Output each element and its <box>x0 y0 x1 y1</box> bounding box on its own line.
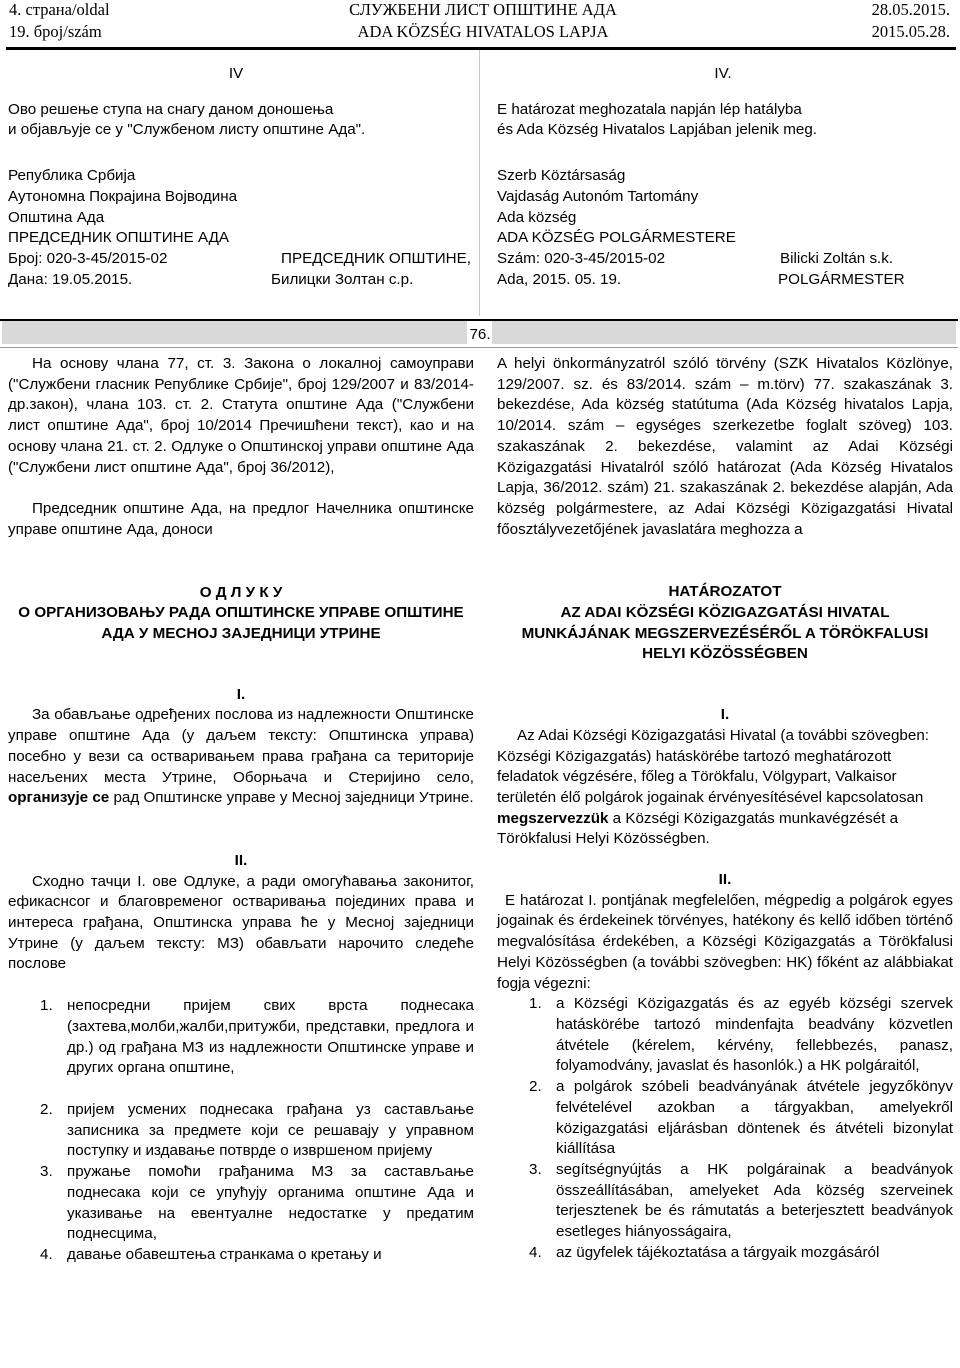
text-line: и објављује се у "Службеном листу општине Ада". <box>8 121 366 139</box>
signature-block <box>497 166 955 249</box>
document-number: Број: 020-3-45/2015-02 <box>8 249 168 267</box>
band-shade-right <box>492 321 956 344</box>
gazette-title-sr: СЛУЖБЕНИ ЛИСТ ОПШТИНЕ АДА <box>349 0 617 19</box>
sig-line: Општина Ада <box>8 208 105 226</box>
signer-title: POLGÁRMESTER <box>778 270 905 288</box>
section-heading: IV. <box>714 65 732 82</box>
sig-line: Szerb Köztársaság <box>497 167 626 185</box>
prev-decision-hu <box>497 64 955 291</box>
list-item: 4. давање обавештења странкама о кретању и <box>40 1245 382 1263</box>
signer-name: Bilicki Zoltán s.k. <box>780 249 894 267</box>
intro-paragraph: Председник општине Ада, на предлог Начелника општинске управе општине Ада, доноси <box>8 500 474 538</box>
document-number: Szám: 020-3-45/2015-02 <box>497 249 666 267</box>
document-date: Ada, 2015. 05. 19. <box>497 270 622 288</box>
list-item: 3. segítségnyújtás a HK polgárainak a beadványok összeállításában, amelyeket Ada község szerveinek terjesztenek be és rámutatás a beterjesztett beadványok esetleges hiányosságaira, <box>529 1160 953 1241</box>
column-separator <box>479 50 480 316</box>
text-line: E határozat meghozatala napján lép hatályba <box>497 100 802 118</box>
preamble: A helyi önkormányzatról szóló törvény (SZK Hivatalos Közlönye, 129/2007. sz. és 83/2014. szám – m.törv) 77. szakaszának 3. bekezdése, Ada község statútuma (Ada Község hivatalos Lapja, 10/2014. szám – egységes szerkezetbe foglalt szöveg) 103. szakaszának 2. bekezdése, valamint az Adai Községi Közigazgatási Hivatalról szóló határozat (Ada Község Hivatalos Lapja, 36/2012. szám) 21. szakaszának 2. bekezdése alapján, Ada község polgármestere, az Adai Községi Közigazgatási Hivatal főosztályvezetőjének javaslatára meghozza a <box>497 355 953 538</box>
section-1-emphasis: организује се <box>8 789 110 807</box>
duties-list <box>8 996 474 1265</box>
decision-title: О ОРГАНИЗОВАЊУ РАДА ОПШТИНСКЕ УПРАВЕ ОПШТИНЕ АДА У МЕСНОЈ ЗАЈЕДНИЦИ УТРИНЕ <box>18 604 464 643</box>
decision-hu <box>497 354 953 1263</box>
signer-name: Билицки Золтан с.р. <box>271 270 414 288</box>
decision-sr <box>8 354 474 1266</box>
list-item: 2. a polgárok szóbeli beadványának átvétele jegyzőkönyv felvételével azokban a tárgyakban, amelyekről közigazgatási eljárásban döntenek és átvételi bizonylat kiállítása <box>529 1078 953 1158</box>
list-item: 1. a Községi Közigazgatás és az egyéb községi szervek hatáskörébe tartozó mindenfajta beadvány közvetlen átvétele (kérelem, kérvény, fellebbezés, panasz, folyamodvány, javaslat és hasonlók.) a HK polgáraitól, <box>529 995 953 1075</box>
sig-line: Ada község <box>497 208 577 226</box>
page-number: 76. <box>469 326 491 343</box>
prev-decision-sr <box>8 64 474 291</box>
list-item: 2. пријем усмених поднесака грађана уз састављање записника за предмете који се решавају у управном поступку и издавање потврде о извршеном пријему <box>40 1100 474 1160</box>
duties-list <box>497 994 953 1263</box>
section-1-emphasis: megszervezzük <box>497 809 609 827</box>
text-line: és Ada Község Hivatalos Lapjában jelenik meg. <box>497 121 817 139</box>
sig-line: Република Србија <box>8 167 136 185</box>
section-1-text-b: рад Општинске управе у Месној заједници Утрине. <box>113 789 474 807</box>
sig-line: Vajdaság Autonóm Tartomány <box>497 187 699 205</box>
header-rule <box>6 47 956 50</box>
gazette-title-hu: ADA KÖZSÉG HIVATALOS LAPJA <box>357 22 609 41</box>
document-date: Дана: 19.05.2015. <box>8 270 133 288</box>
section-1-text <box>8 705 474 809</box>
signer-title: ПРЕДСЕДНИК ОПШТИНЕ, <box>281 249 471 267</box>
decision-word: О Д Л У К У <box>199 583 283 601</box>
section-heading: II. <box>718 871 732 889</box>
page-label: 4. страна/oldal <box>9 0 110 19</box>
section-1-text-a: Az Adai Községi Közigazgatási Hivatal (a további szövegben: Községi Közigazgatás) hatáskörébe tartozó meghatározott feladatok végzésére, főleg a Törökfalu, Völgypart, Valkaisor területén élő polgárok jogainak érvényesítésével kapcsolatosan <box>497 726 929 806</box>
section-2-text: E határozat I. pontjának megfelelően, mégpedig a polgárok egyes jogainak és érdekeinek törvényes, hatékony és kellő időben történő megvalósítása érdekében, a Községi Közigazgatás a Törökfalusi Helyi Közösségben (a további szövegben: HK) főként az alábbiakat fogja végezni: <box>497 891 953 992</box>
text-line: Ово решење ступа на снагу даном доношења <box>8 100 334 118</box>
issue-label: 19. број/szám <box>9 22 102 41</box>
section-1-text-b: a Községi Közigazgatás munkavégzését a Törökfalusi Helyi Közösségben. <box>497 809 899 848</box>
issue-date-dmy: 28.05.2015. <box>871 0 950 19</box>
decision-word: HATÁROZATOT <box>668 583 782 601</box>
section-heading: I. <box>720 706 730 724</box>
page-header <box>0 0 960 46</box>
preamble: На основу члана 77, ст. 3. Закона о локалној самоуправи ("Службени гласник Републике Србије", број 129/2007 и 83/2014-др.закон), члана 103. ст. 2. Статута општине Ада ("Службени лист општине Ада", број 10/2014 Пречишћени текст), као и на основу члана 21. ст. 2. Одлуке о Општинској управи општине Ада ("Службени лист општине Ада", број 36/2012), <box>8 355 474 476</box>
sig-line: Аутономна Покрајина Војводина <box>8 187 238 205</box>
decision-title: AZ ADAI KÖZSÉGI KÖZIGAZGATÁSI HIVATAL MUNKÁJÁNAK MEGSZERVEZÉSÉRŐL A TÖRÖKFALUSI HELYI KÖZÖSSÉGBEN <box>521 604 929 663</box>
section-heading: II. <box>234 851 248 869</box>
section-1-text <box>497 726 953 850</box>
section-heading: I. <box>236 685 246 703</box>
list-item: 1. непосредни пријем свих врста поднесака (захтева,молби,жалби,притужби, представки, предлога и др.) од грађана МЗ из надлежности Општинске управе и других органа општине, <box>40 997 474 1077</box>
section-1-text-a: За обављање одређених послова из надлежности Општинске управе општине Ада (у даљем тексту: Општинска управа) посебно у вези са остваривањем права грађана са територије насељених места Утрине, Оборњача и Стеријино село, <box>8 706 474 786</box>
list-item: 4. az ügyfelek tájékoztatása a tárgyaik mozgásáról <box>529 1243 880 1261</box>
section-heading: IV <box>228 65 244 82</box>
sig-line: ПРЕДСЕДНИК ОПШТИНЕ АДА <box>8 229 230 247</box>
sig-line: ADA KÖZSÉG POLGÁRMESTERE <box>497 229 736 247</box>
band-shade-left <box>2 321 467 344</box>
issue-date-ymd: 2015.05.28. <box>871 22 950 41</box>
signature-block <box>8 166 474 249</box>
section-2-text: Сходно тачци I. ове Одлуке, а ради омогућавања законитог, ефикаснсог и благовременог остваривања појединих права и интереса грађана, Општинска управа ће у Месној заједници Утрине (у даљем тексту: МЗ) обављати нарочито следеће послове <box>8 872 474 973</box>
list-item: 3. пружање помоћи грађанима МЗ за састављање поднесака који се упућују органима општине Ада и указивање на евентуалне недостатке у предатим поднесцима, <box>40 1163 474 1243</box>
